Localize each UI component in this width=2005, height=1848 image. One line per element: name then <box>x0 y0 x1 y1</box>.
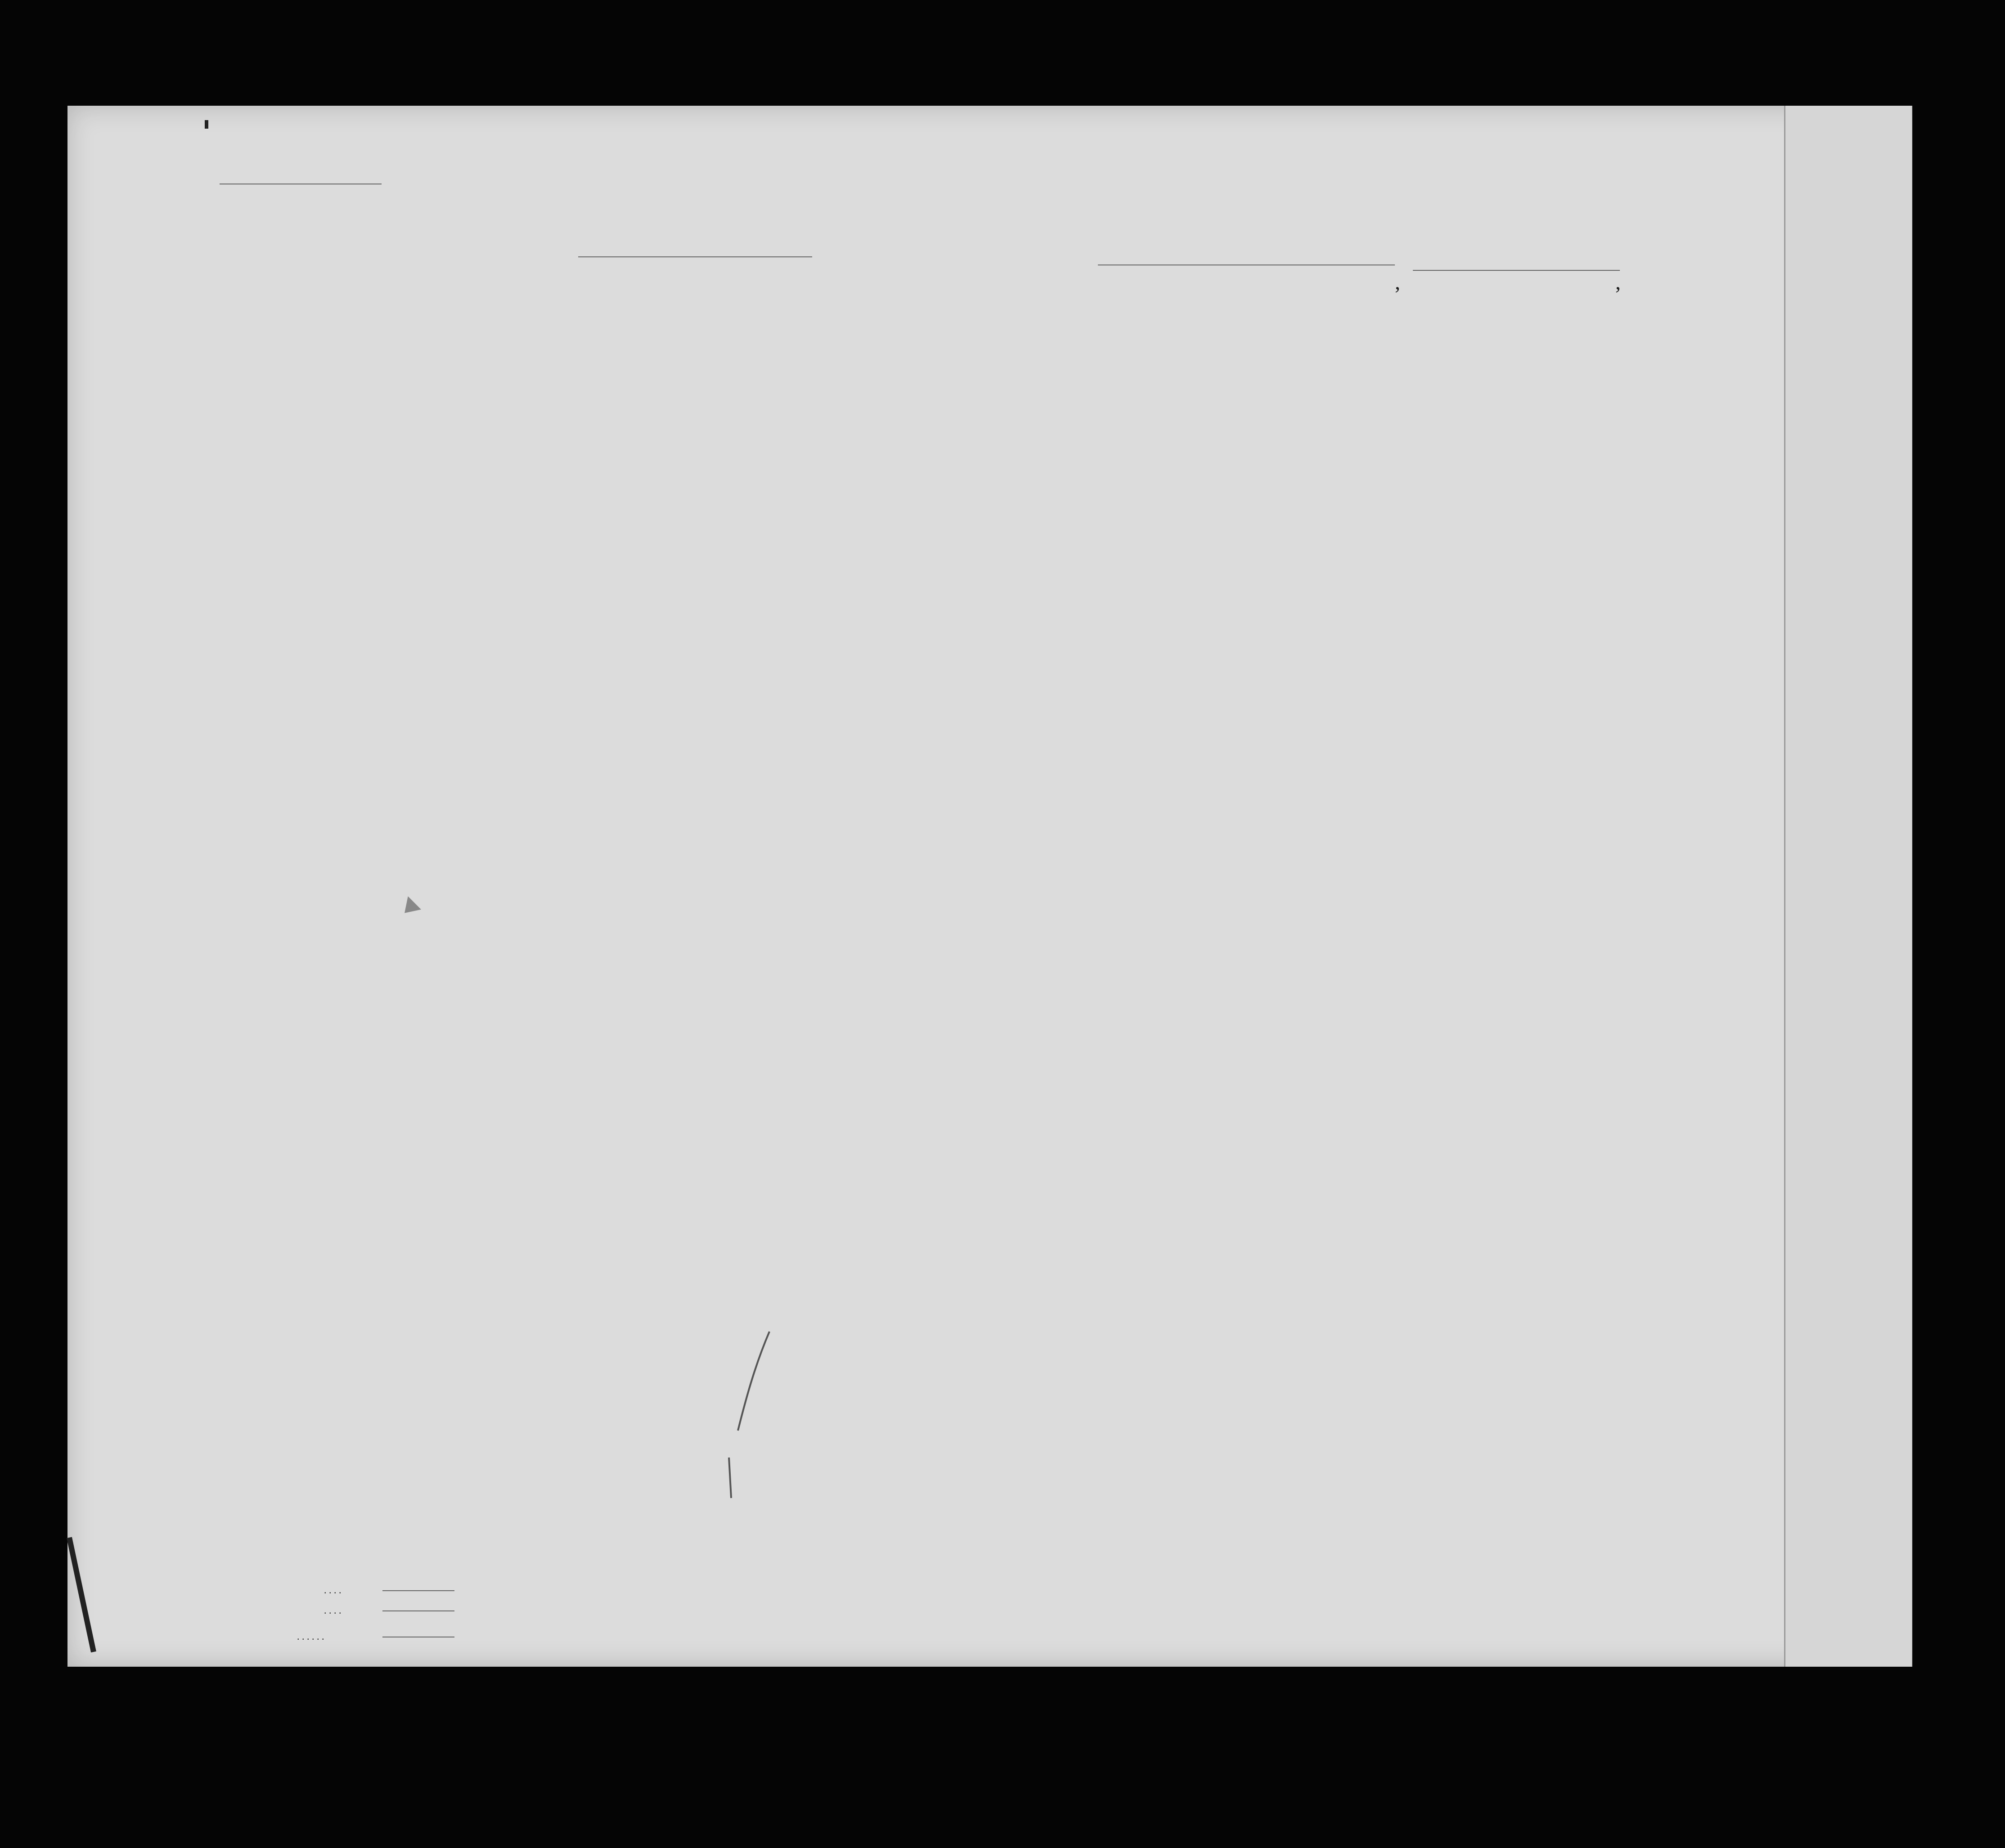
comma: , <box>1395 270 1400 294</box>
pen-stroke <box>720 1327 774 1507</box>
dots3: . . . . . . <box>297 1631 324 1642</box>
form-number <box>205 121 213 129</box>
citizens-line <box>382 1610 454 1611</box>
total-line <box>382 1590 454 1591</box>
comma2: , <box>1615 270 1621 294</box>
manifest-sheet <box>67 106 1912 1667</box>
dots1: . . . . <box>324 1584 342 1596</box>
adjacent-sheet <box>1784 106 1911 1667</box>
ship-name <box>578 256 812 257</box>
dots2: . . . . <box>324 1605 342 1616</box>
sailing-month <box>1413 270 1620 271</box>
